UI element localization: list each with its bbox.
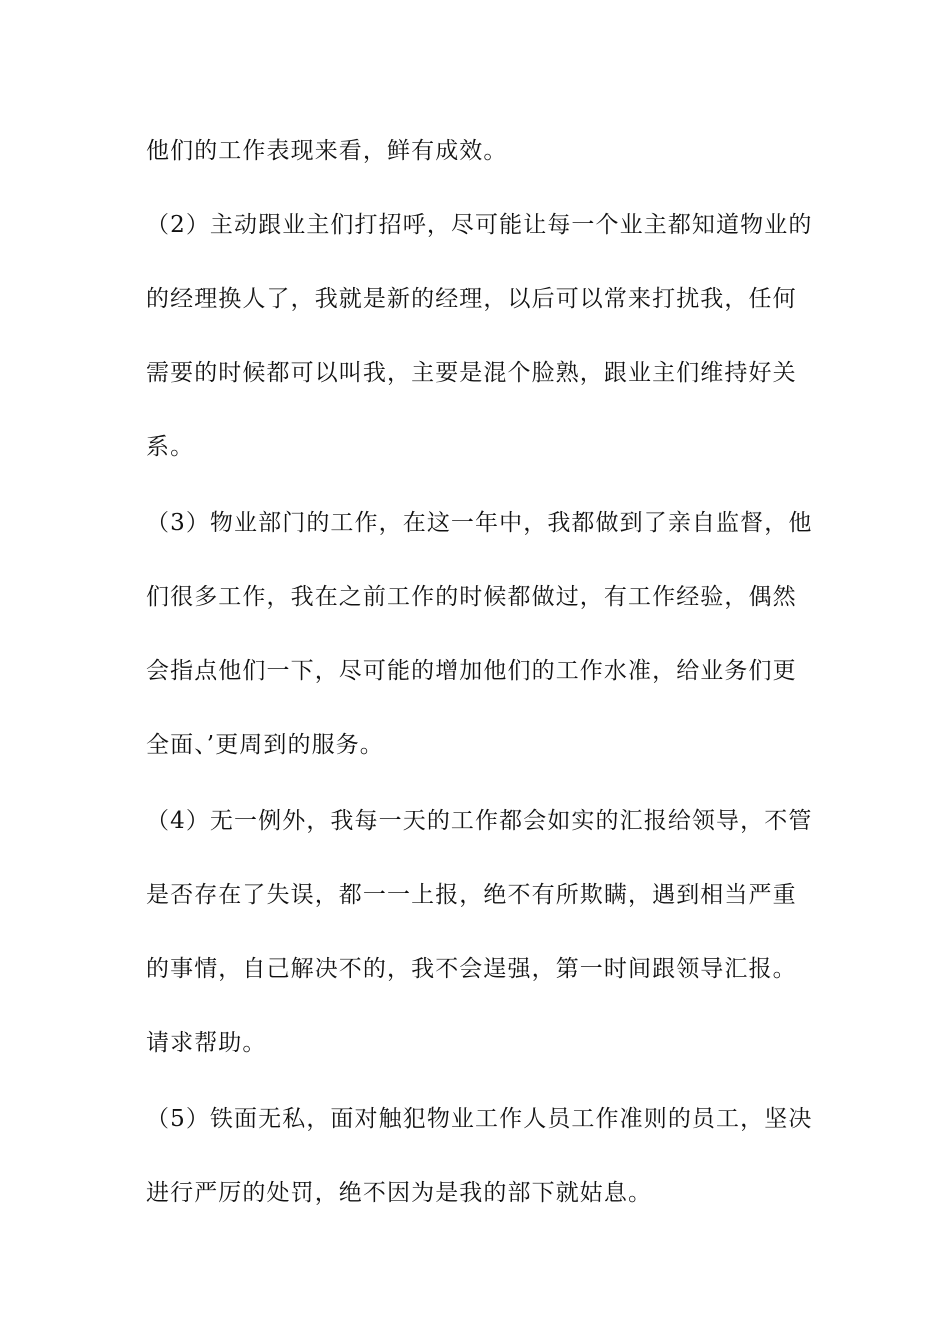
text-line: （2）主动跟业主们打招呼，尽可能让每一个业主都知道物业的 <box>146 212 813 238</box>
text-line: 的事情，自己解决不的，我不会逞强，第一时间跟领导汇报。 <box>146 956 797 982</box>
text-line: 会指点他们一下，尽可能的增加他们的工作水准，给业务们更 <box>146 658 797 684</box>
text-line: 需要的时候都可以叫我，主要是混个脸熟，跟业主们维持好关 <box>146 360 797 386</box>
text-line: 是否存在了失误，都一一上报，绝不有所欺瞒，遇到相当严重 <box>146 882 797 908</box>
text-line: （3）物业部门的工作，在这一年中，我都做到了亲自监督，他 <box>146 510 813 536</box>
text-line: 他们的工作表现来看，鲜有成效。 <box>146 138 508 164</box>
text-line: 全面、’更周到的服务。 <box>146 732 384 758</box>
text-line: （5）铁面无私，面对触犯物业工作人员工作准则的员工，坚决 <box>146 1106 813 1132</box>
text-line: （4）无一例外，我每一天的工作都会如实的汇报给领导，不管 <box>146 808 813 834</box>
text-line: 进行严厉的处罚，绝不因为是我的部下就姑息。 <box>146 1180 653 1206</box>
text-line: 的经理换人了，我就是新的经理，以后可以常来打扰我，任何 <box>146 286 797 312</box>
text-line: 们很多工作，我在之前工作的时候都做过，有工作经验，偶然 <box>146 584 797 610</box>
text-line: 系。 <box>146 434 195 460</box>
text-line: 请求帮助。 <box>146 1030 267 1056</box>
